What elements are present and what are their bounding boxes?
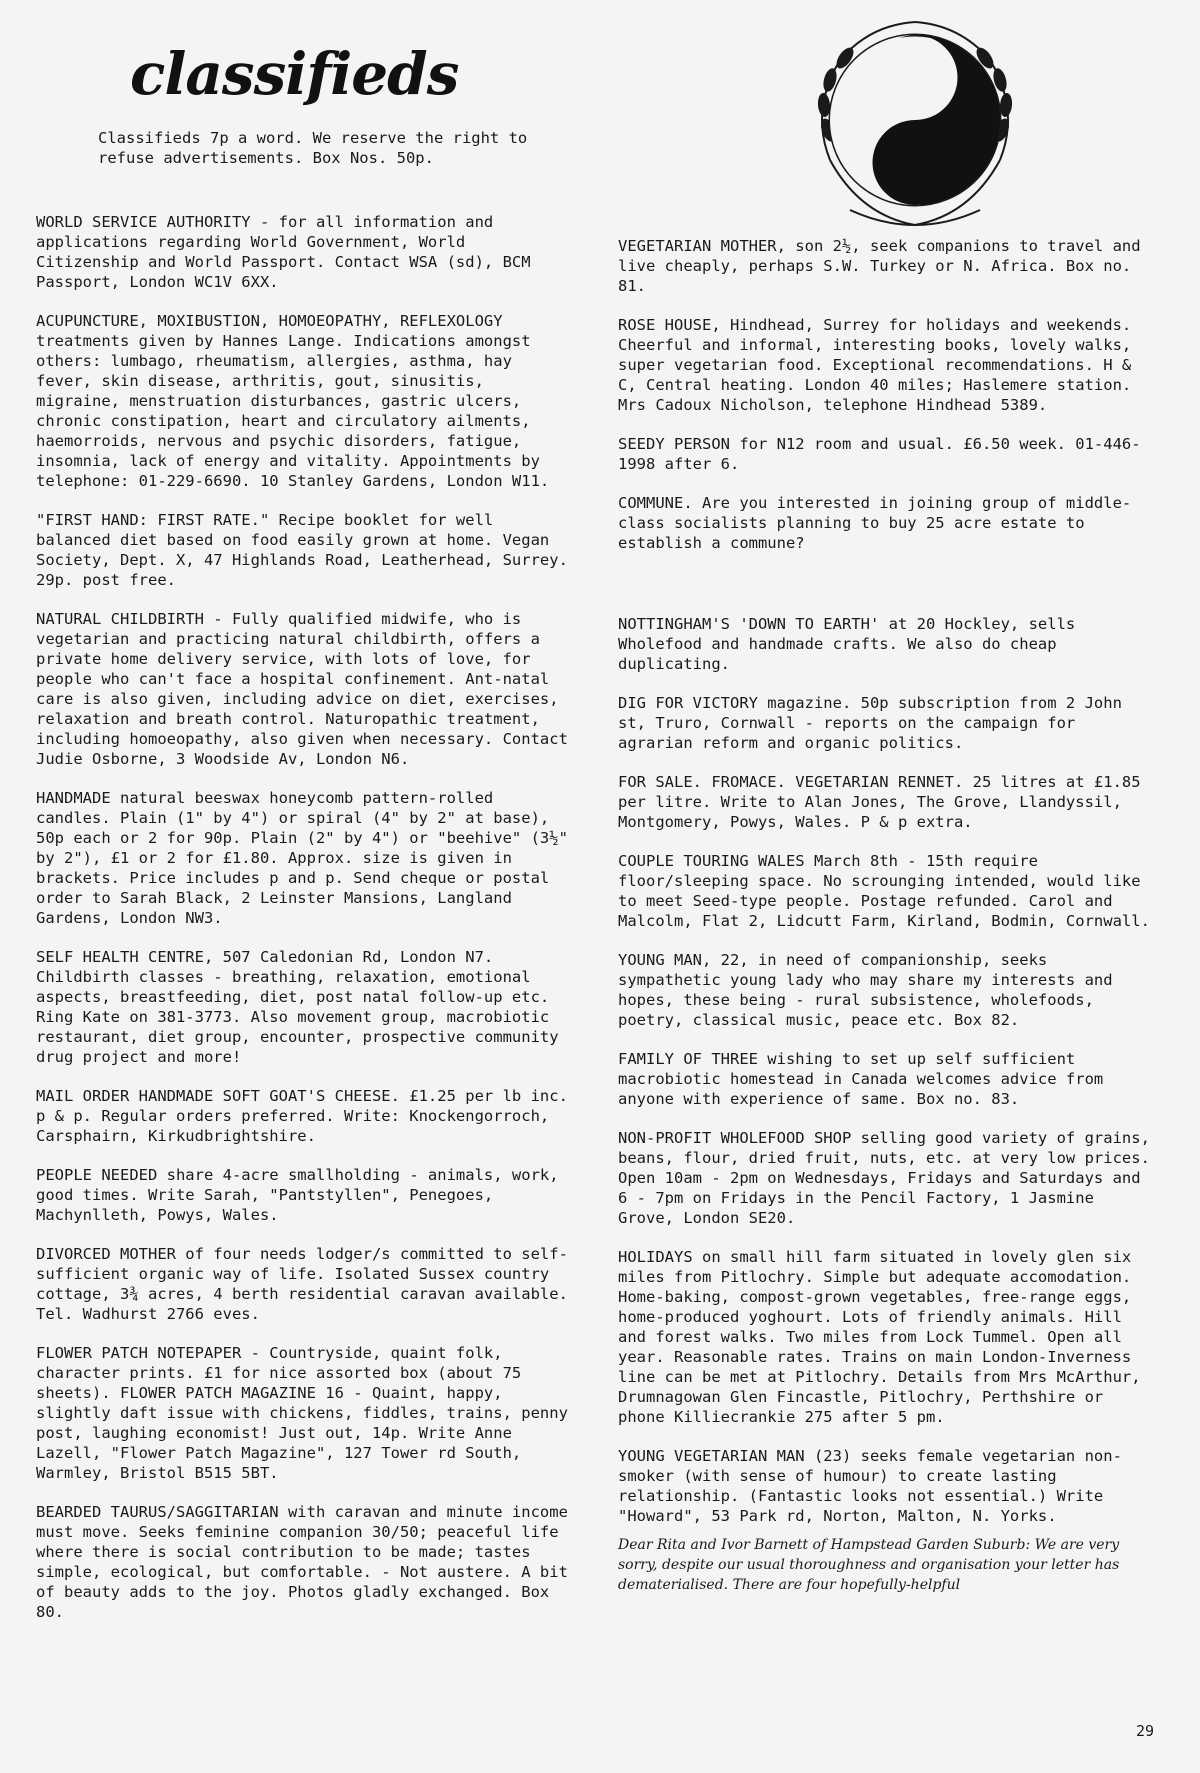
column-gap: [618, 572, 1158, 614]
classified-ad: YOUNG MAN, 22, in need of companionship, seeks sympathetic young lady who may share my interests and hopes, these being - rural subsistence, wholefoods, poetry, classical music, peace etc. Box 82.: [618, 951, 1113, 1029]
classified-ad: BEARDED TAURUS/SAGGITARIAN with caravan and minute income must move. Seeks feminine companion 30/50; peaceful life where there is social contribution to be made; tastes simple, ecological, but comfortable. - Not austere. A bit of beauty adds to the joy. Photos gladly exchanged. Box 80.: [36, 1503, 568, 1621]
classified-ad: COUPLE TOURING WALES March 8th - 15th require floor/sleeping space. No scrounging intended, would like to meet Seed-type people. Postage refunded. Carol and Malcolm, Flat 2, Lidcutt Farm, Kirland, Bodmin, Cornwall.: [618, 852, 1150, 930]
classified-ad: MAIL ORDER HANDMADE SOFT GOAT'S CHEESE. £1.25 per lb inc. p & p. Regular orders preferred. Write: Knockengorroch, Carsphairn, Kirkudbrightshire.: [36, 1087, 568, 1145]
classified-ad: FLOWER PATCH NOTEPAPER - Countryside, quaint folk, character prints. £1 for nice assorted box (about 75 sheets). FLOWER PATCH MAGAZINE 16 - Quaint, happy, slightly daft issue with chickens, fiddles, trains, penny post, laughing economist! Just out, 14p. Write Anne Lazell, "Flower Patch Magazine", 127 Tower rd South, Warmley, Bristol B515 5BT.: [36, 1344, 568, 1482]
classified-ad: NATURAL CHILDBIRTH - Fully qualified midwife, who is vegetarian and practicing natural childbirth, offers a private home delivery service, with lots of love, for people who can't face a hospital confinement. Ant-natal care is also given, including advice on diet, exercises, relaxation and breath control. Naturopathic treatment, including homoeopathy, also given when necessary. Contact Judie Osborne, 3 Woodside Av, London N6.: [36, 610, 568, 768]
classified-ad: ROSE HOUSE, Hindhead, Surrey for holidays and weekends. Cheerful and informal, interesting books, lovely walks, super vegetarian food. Exceptional recommendations. H & C, Central heating. London 40 miles; Haslemere station. Mrs Cadoux Nicholson, telephone Hindhead 5389.: [618, 316, 1132, 414]
classified-ad: VEGETARIAN MOTHER, son 2½, seek companions to travel and live cheaply, perhaps S.W. Turkey or N. Africa. Box no. 81.: [618, 237, 1141, 295]
classified-ad: NOTTINGHAM'S 'DOWN TO EARTH' at 20 Hockley, sells Wholefood and handmade crafts. We also do cheap duplicating.: [618, 615, 1076, 673]
page-number: 29: [1136, 1722, 1155, 1740]
classified-ad: WORLD SERVICE AUTHORITY - for all information and applications regarding World Government, World Citizenship and World Passport. Contact WSA (sd), BCM Passport, London WC1V 6XX.: [36, 213, 531, 291]
right-column: [618, 236, 1158, 1609]
editor-note: Dear Rita and Ivor Barnett of Hampstead Garden Suburb: We are very sorry, despite our usual thoroughness and organisation your letter has dematerialised. There are four hopefully-helpful: [618, 1537, 1120, 1593]
classified-ad: NON-PROFIT WHOLEFOOD SHOP selling good variety of grains, beans, flour, dried fruit, nuts, etc. at very low prices. Open 10am - 2pm on Wednesdays, Fridays and Saturdays and 6 - 7pm on Fridays in the Pencil Factory, 1 Jasmine Grove, London SE20.: [618, 1129, 1150, 1227]
left-column: [36, 212, 576, 1641]
classified-ad: SELF HEALTH CENTRE, 507 Caledonian Rd, London N7. Childbirth classes - breathing, relaxation, emotional aspects, breastfeeding, diet, post natal follow-up etc. Ring Kate on 381-3773. Also movement group, macrobiotic restaurant, diet group, encounter, prospective community drug project and more!: [36, 948, 559, 1066]
intro-text: Classifieds 7p a word. We reserve the right to refuse advertisements. Box Nos. 50p.: [98, 129, 528, 167]
classified-ad: FAMILY OF THREE wishing to set up self sufficient macrobiotic homestead in Canada welcomes advice from anyone with experience of same. Box no. 83.: [618, 1050, 1104, 1108]
classified-ad: PEOPLE NEEDED share 4-acre smallholding - animals, work, good times. Write Sarah, "Pantstyllen", Penegoes, Machynlleth, Powys, Wales.: [36, 1166, 559, 1224]
page-title: classifieds: [130, 40, 459, 108]
classified-ad: "FIRST HAND: FIRST RATE." Recipe booklet for well balanced diet based on food easily grown at home. Vegan Society, Dept. X, 47 Highlands Road, Leatherhead, Surrey. 29p. post free.: [36, 511, 568, 589]
classified-ad: DIG FOR VICTORY magazine. 50p subscription from 2 John st, Truro, Cornwall - reports on the campaign for agrarian reform and organic politics.: [618, 694, 1122, 752]
classified-ad: ACUPUNCTURE, MOXIBUSTION, HOMOEOPATHY, REFLEXOLOGY treatments given by Hannes Lange. Indications amongst others: lumbago, rheumatism, allergies, asthma, hay fever, skin disease, arthritis, gout, sinusitis, migraine, menstruation disturbances, gastric ulcers, chronic constipation, heart and circulatory ailments, haemorroids, nervous and psychic disorders, fatigue, insomnia, lack of energy and vitality. Appointments by telephone: 01-229-6690. 10 Stanley Gardens, London W11.: [36, 312, 550, 490]
classified-ad: HOLIDAYS on small hill farm situated in lovely glen six miles from Pitlochry. Simple but adequate accomodation. Home-baking, compost-grown vegetables, free-range eggs, home-produced yoghourt. Lots of friendly animals. Hill and forest walks. Two miles from Lock Tummel. Open all year. Reasonable rates. Trains on main London-Inverness line can be met at Pitlochry. Details from Mrs McArthur, Drumnagowan Glen Fincastle, Pitlochry, Perthshire or phone Killiecrankie 275 after 5 pm.: [618, 1248, 1141, 1426]
classified-ad: YOUNG VEGETARIAN MAN (23) seeks female vegetarian non-smoker (with sense of humour) to create lasting relationship. (Fantastic looks not essential.) Write "Howard", 53 Park rd, Norton, Malton, N. Yorks.: [618, 1447, 1122, 1525]
classified-ad: DIVORCED MOTHER of four needs lodger/s committed to self-sufficient organic way of life. Isolated Sussex country cottage, 3¾ acres, 4 berth residential caravan available. Tel. Wadhurst 2766 eves.: [36, 1245, 568, 1323]
classified-ad: COMMUNE. Are you interested in joining group of middle-class socialists planning to buy 25 acre estate to establish a commune?: [618, 494, 1132, 552]
classified-ad: FOR SALE. FROMACE. VEGETARIAN RENNET. 25 litres at £1.85 per litre. Write to Alan Jones, The Grove, Llandyssil, Montgomery, Powys, Wales. P & p extra.: [618, 773, 1141, 831]
classified-ad: HANDMADE natural beeswax honeycomb pattern-rolled candles. Plain (1" by 4") or spiral (4" by 2" at base), 50p each or 2 for 90p. Plain (2" by 4") or "beehive" (3½" by 2"), £1 or 2 for £1.80. Approx. size is given in brackets. Price includes p and p. Send cheque or postal order to Sarah Black, 2 Leinster Mansions, Langland Gardens, London NW3.: [36, 789, 568, 927]
classified-ad: SEEDY PERSON for N12 room and usual. £6.50 week. 01-446-1998 after 6.: [618, 435, 1141, 473]
yin-yang-wheat-wreath-icon: [790, 10, 1040, 240]
